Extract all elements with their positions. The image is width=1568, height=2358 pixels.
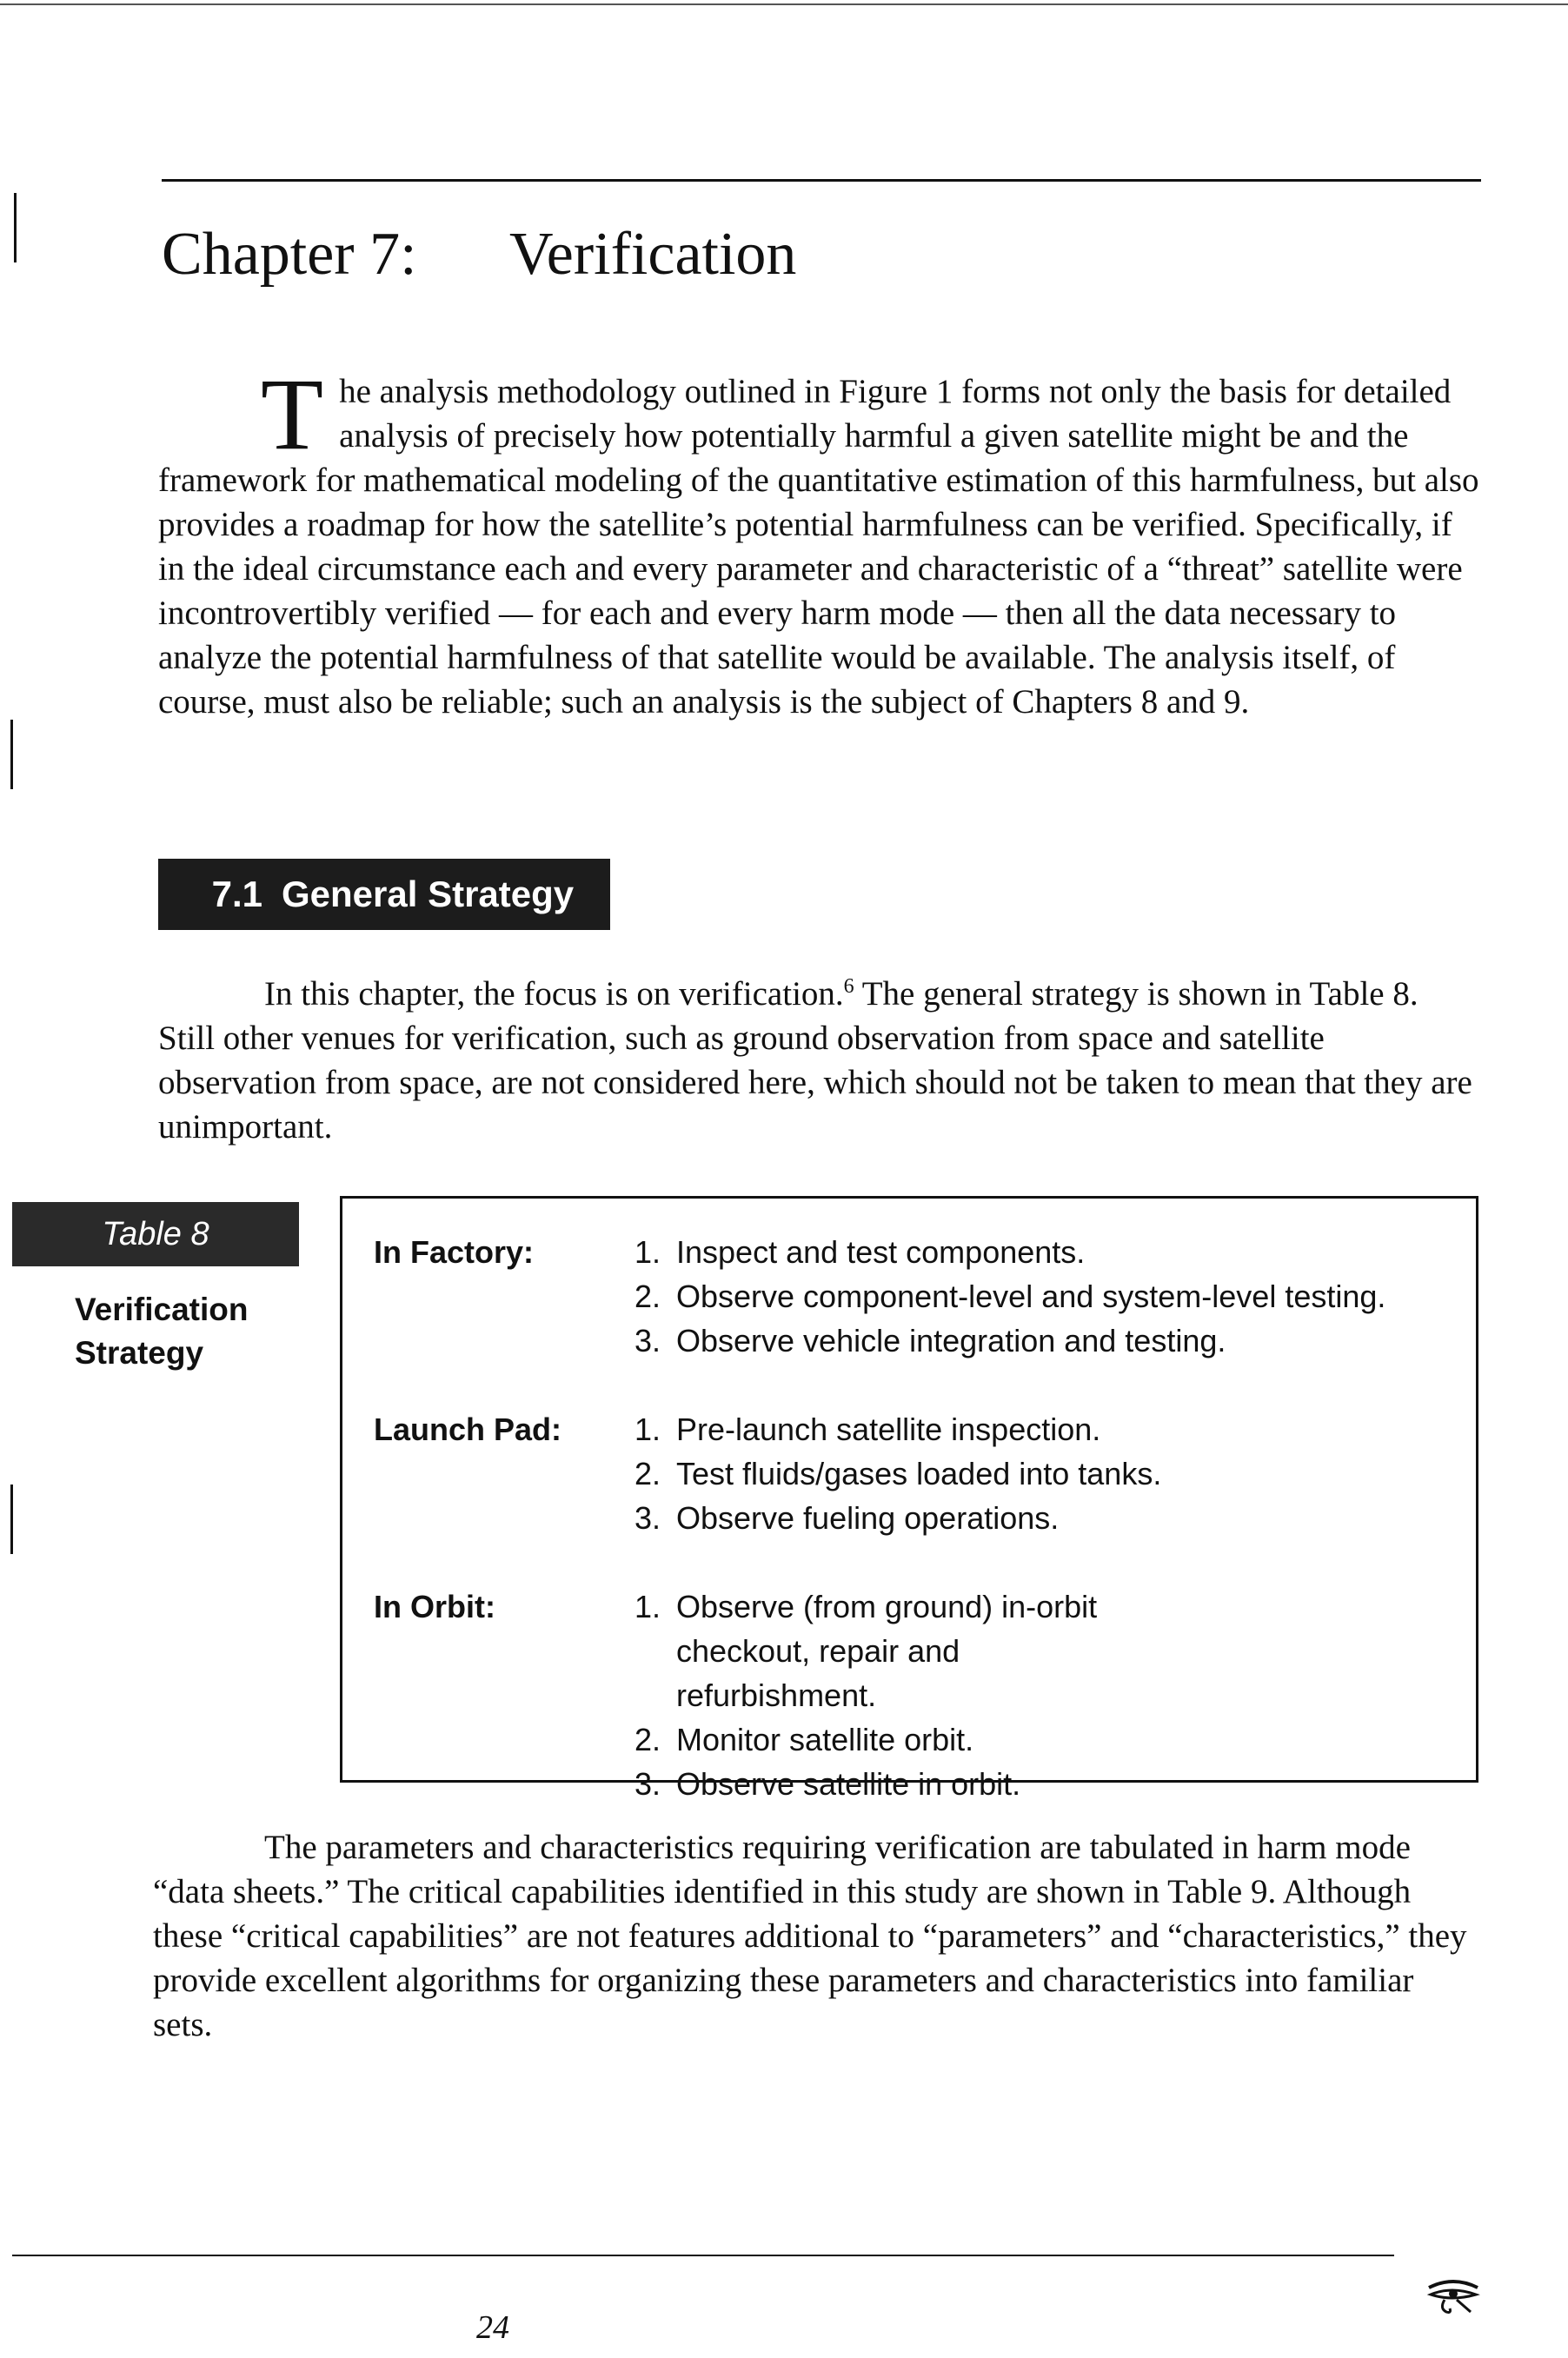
section-title: General Strategy xyxy=(282,873,575,914)
chapter-number: Chapter 7: xyxy=(162,221,417,288)
list-item: 1. Pre-launch satellite inspection. xyxy=(635,1411,1101,1447)
footer-rule xyxy=(12,2255,1394,2256)
list-item: 3. Observe fueling operations. xyxy=(635,1500,1060,1536)
table-caption-line: Strategy xyxy=(75,1335,204,1371)
phase-label: In Orbit: xyxy=(374,1589,495,1624)
phase-item-list xyxy=(635,1230,1452,1363)
list-item: 3. Observe vehicle integration and testing. xyxy=(635,1323,1226,1358)
table-caption-line: Verification xyxy=(75,1292,249,1327)
eye-of-horus-icon xyxy=(1425,2277,1481,2315)
intro-paragraph xyxy=(158,357,1479,724)
phase-in-factory xyxy=(374,1230,1452,1369)
chapter-rule xyxy=(162,179,1481,182)
list-item: 1. Observe (from ground) in-orbit checkout, repair and refurbishment. xyxy=(635,1589,1098,1713)
phase-item-list xyxy=(635,1584,1452,1806)
list-item: 2. Monitor satellite orbit. xyxy=(635,1722,974,1757)
table-caption xyxy=(75,1288,301,1375)
phase-in-orbit xyxy=(374,1584,1452,1802)
phase-label: Launch Pad: xyxy=(374,1411,562,1447)
list-item: 2. Test fluids/gases loaded into tanks. xyxy=(635,1456,1162,1491)
page-number: 24 xyxy=(476,2309,509,2346)
table-tag: Table 8 xyxy=(12,1202,299,1266)
strategy-paragraph xyxy=(158,965,1479,1149)
phase-item-list xyxy=(635,1407,1452,1540)
eye-of-horus-icon xyxy=(1425,2277,1481,2315)
chapter-name: Verification xyxy=(509,221,797,288)
list-item: 1. Inspect and test components. xyxy=(635,1234,1086,1270)
list-item: 2. Observe component-level and system-level testing. xyxy=(635,1279,1386,1314)
verification-strategy-table xyxy=(340,1196,1478,1802)
margin-bar xyxy=(10,720,13,789)
margin-bar xyxy=(14,193,17,262)
chapter-title xyxy=(162,221,797,288)
list-item: 3. Observe satellite in orbit. xyxy=(635,1766,1021,1802)
footnote-marker: 6 xyxy=(843,975,854,998)
phase-label: In Factory: xyxy=(374,1234,535,1270)
section-number: 7.1 xyxy=(211,873,262,914)
strategy-text-before: In this chapter, the focus is on verification. xyxy=(264,975,844,1013)
closing-paragraph: The parameters and characteristics requiring verification are tabulated in harm mode “data sheets.” The critical capabilities identified in this study are shown in Table 9. Although these “critical capabilities” are not features additional to “parameters” and “characteristics,” they provide excellent algorithms for organizing these parameters and characteristics into familiar sets. xyxy=(153,1829,1467,2043)
intro-text: he analysis methodology outlined in Figure 1 forms not only the basis for detailed analysis of precisely how potentially harmful a given satellite might be and the framework for mathematical modeling of the quantitative estimation of this harmfulness, but also provides a roadmap for how the satellite’s potential harmfulness can be verified. Specifically, if in the ideal circumstance each and every parameter and characteristic of a “threat” satellite were incontrovertibly verified — for each and every harm mode — then all the data necessary to analyze the potential harmfulness of that satellite would be available. The analysis itself, of course, must also be reliable; such an analysis is the subject of Chapters 8 and 9. xyxy=(158,373,1479,721)
drop-cap: T xyxy=(261,357,324,471)
phase-launch-pad xyxy=(374,1407,1452,1546)
section-heading xyxy=(158,859,610,930)
margin-bar xyxy=(10,1485,13,1554)
strategy-text-after: The general strategy is shown in Table 8. Still other venues for verification, such as ground observation from space and satellite observation from space, are not considered here, which should not be taken to mean that they are unimportant. xyxy=(158,975,1472,1146)
page-top-rule xyxy=(0,3,1568,5)
